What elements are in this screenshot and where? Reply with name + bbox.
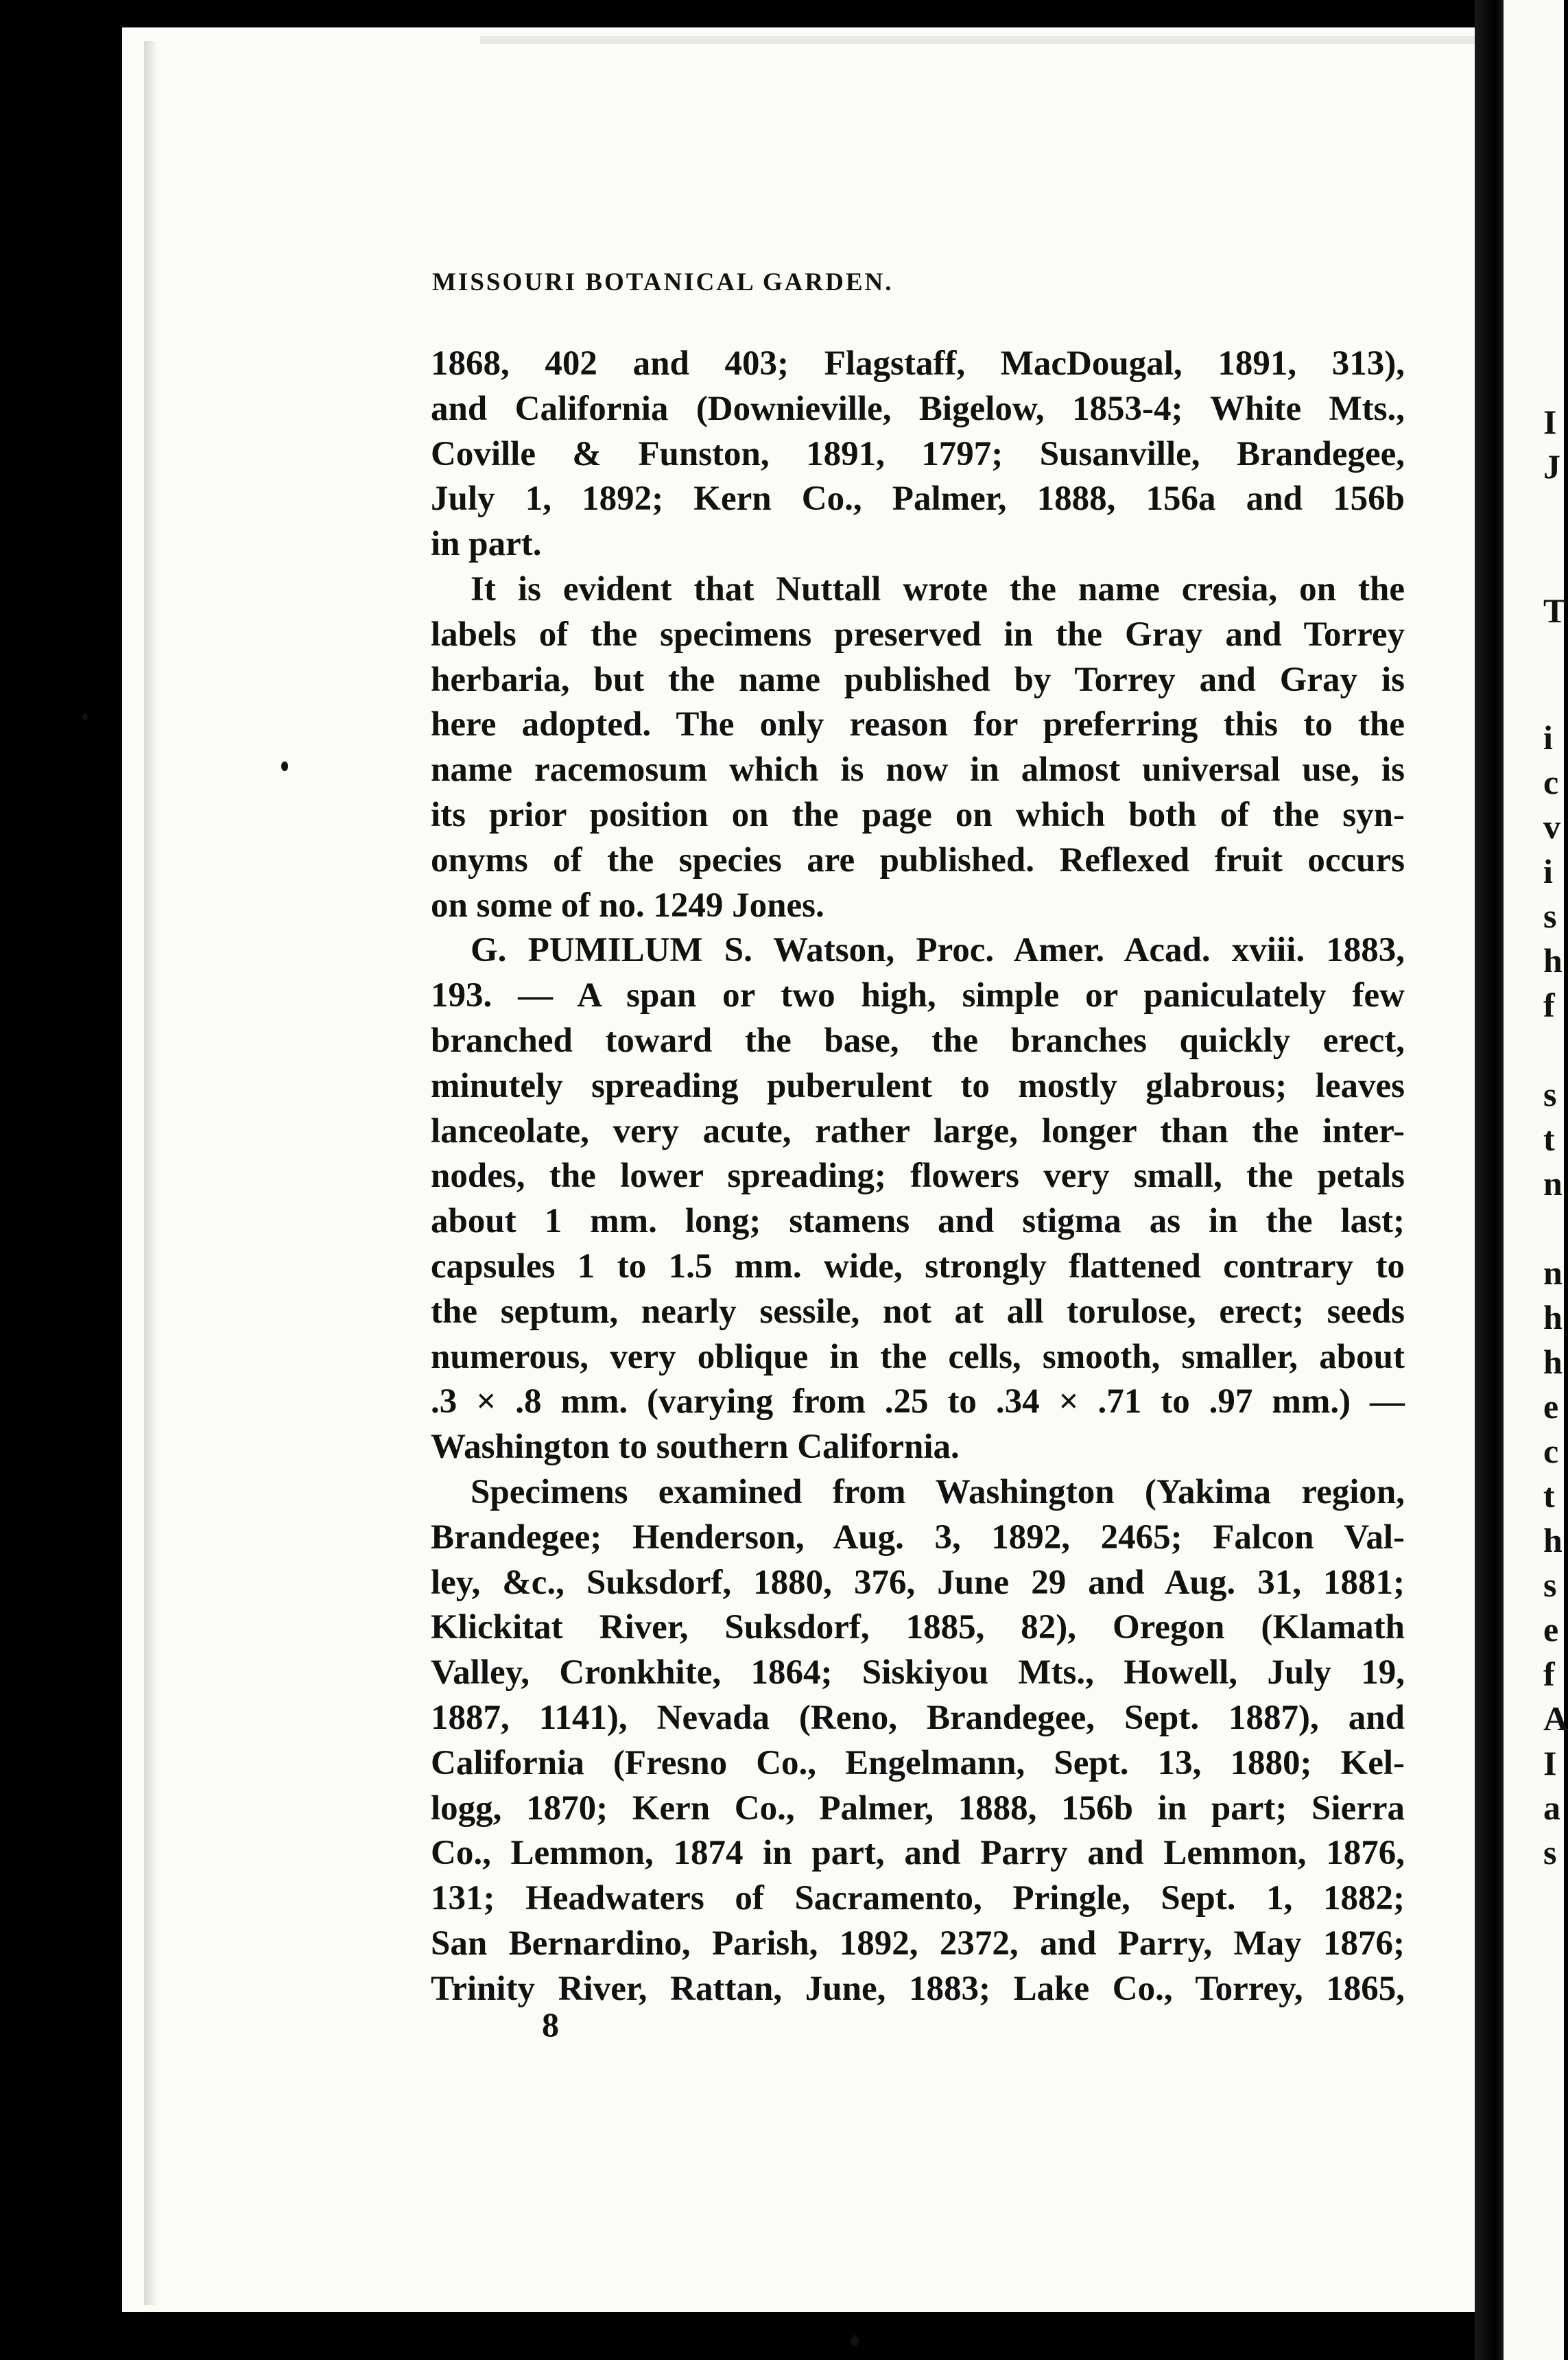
text-line: G. PUMILUM S. Watson, Proc. Amer. Acad. xviii. 1883,	[471, 931, 1405, 970]
facing-page-letter: a	[1543, 1789, 1560, 1827]
facing-page-letter: e	[1543, 1387, 1559, 1426]
running-head: MISSOURI BOTANICAL GARDEN.	[432, 268, 894, 296]
text-line: Brandegee; Henderson, Aug. 3, 1892, 2465; Falcon Val-	[431, 1518, 1405, 1557]
text-line: lanceolate, very acute, rather large, longer than the inter-	[431, 1111, 1405, 1150]
facing-page-letter: s	[1543, 1566, 1557, 1604]
text-line: July 1, 1892; Kern Co., Palmer, 1888, 156a and 156b	[431, 480, 1405, 519]
text-line: name racemosum which is now in almost universal use, is	[431, 751, 1405, 790]
text-line: minutely spreading puberulent to mostly glabrous; leaves	[431, 1066, 1405, 1105]
facing-page-letter: n	[1543, 1164, 1563, 1203]
facing-page-letter: h	[1543, 1521, 1563, 1559]
text-line: 1887, 1141), Nevada (Reno, Brandegee, Sept. 1887), and	[431, 1698, 1405, 1737]
scan-speck	[82, 713, 88, 720]
text-line: 193. — A span or two high, simple or paniculately few	[431, 976, 1405, 1015]
body-text	[431, 342, 1405, 2011]
facing-page-letter: t	[1543, 1120, 1555, 1158]
facing-page-letter: h	[1543, 941, 1563, 980]
text-line: numerous, very oblique in the cells, smooth, smaller, about	[431, 1337, 1405, 1376]
text-line: in part.	[431, 525, 542, 564]
text-line: Trinity River, Rattan, June, 1883; Lake Co., Torrey, 1865,	[431, 1969, 1405, 2008]
text-line: its prior position on the page on which both of the syn-	[431, 795, 1405, 834]
text-line: 131; Headwaters of Sacramento, Pringle, Sept. 1, 1882;	[431, 1879, 1405, 1918]
text-line: California (Fresno Co., Engelmann, Sept. 13, 1880; Kel-	[431, 1743, 1405, 1782]
page-gutter-edge	[144, 41, 156, 2305]
facing-page-letter: f	[1543, 1655, 1555, 1693]
text-line: on some of no. 1249 Jones.	[431, 886, 824, 925]
text-line: Co., Lemmon, 1874 in part, and Parry and Lemmon, 1876,	[431, 1834, 1405, 1873]
facing-page-letter: c	[1543, 1432, 1559, 1470]
scan-speck	[281, 762, 288, 771]
text-line: Coville & Funston, 1891, 1797; Susanville, Brandegee,	[431, 434, 1405, 473]
text-line: onyms of the species are published. Reflexed fruit occurs	[431, 840, 1405, 880]
facing-page-letter: v	[1543, 807, 1560, 846]
facing-page-letter: T	[1543, 591, 1567, 630]
facing-page-letter: i	[1543, 852, 1553, 890]
facing-page-letter: s	[1543, 897, 1557, 935]
text-line: herbaria, but the name published by Torrey and Gray is	[431, 660, 1405, 699]
text-line: 1868, 402 and 403; Flagstaff, MacDougal, 1891, 313),	[431, 344, 1405, 383]
text-line: about 1 mm. long; stamens and stigma as in the last;	[431, 1202, 1405, 1241]
facing-page-letter: e	[1543, 1610, 1559, 1649]
facing-page-letter: n	[1543, 1253, 1563, 1292]
scan-speck	[851, 2335, 859, 2346]
facing-page-letter: s	[1543, 1833, 1557, 1872]
facing-page-letter: h	[1543, 1343, 1563, 1381]
text-line: branched toward the base, the branches quickly erect,	[431, 1021, 1405, 1060]
text-line: San Bernardino, Parish, 1892, 2372, and Parry, May 1876;	[431, 1924, 1405, 1963]
text-line: It is evident that Nuttall wrote the name cresia, on the	[471, 569, 1405, 609]
facing-page-letter: i	[1543, 718, 1553, 757]
facing-page-letter: h	[1543, 1298, 1563, 1336]
text-line: labels of the specimens preserved in the Gray and Torrey	[431, 615, 1405, 654]
text-line: and California (Downieville, Bigelow, 1853-4; White Mts.,	[431, 389, 1405, 428]
facing-page-letter: s	[1543, 1075, 1557, 1113]
text-line: Specimens examined from Washington (Yakima region,	[471, 1472, 1405, 1511]
text-line: ley, &c., Suksdorf, 1880, 376, June 29 and Aug. 31, 1881;	[431, 1563, 1405, 1602]
page-number: 8	[542, 2005, 559, 2044]
facing-page-letter: f	[1543, 986, 1555, 1024]
facing-page-letter: A	[1543, 1699, 1568, 1738]
text-line: here adopted. The only reason for preferring this to the	[431, 705, 1405, 744]
text-line: Valley, Cronkhite, 1864; Siskiyou Mts., Howell, July 19,	[431, 1653, 1405, 1692]
page-top-strip	[480, 36, 1509, 44]
text-line: Washington to southern California.	[431, 1428, 960, 1467]
text-line: nodes, the lower spreading; flowers very small, the petals	[431, 1157, 1405, 1196]
facing-page-letter: I	[1543, 403, 1557, 441]
text-line: capsules 1 to 1.5 mm. wide, strongly flattened contrary to	[431, 1247, 1405, 1286]
text-line: logg, 1870; Kern Co., Palmer, 1888, 156b in part; Sierra	[431, 1789, 1405, 1828]
text-line: the septum, nearly sessile, not at all torulose, erect; seeds	[431, 1292, 1405, 1331]
facing-page-letter: c	[1543, 763, 1559, 801]
facing-page-letter: I	[1543, 1744, 1557, 1782]
facing-page-letter: J	[1543, 447, 1560, 486]
text-line: Klickitat River, Suksdorf, 1885, 82), Oregon (Klamath	[431, 1608, 1405, 1647]
text-line: .3 × .8 mm. (varying from .25 to .34 × .71 to .97 mm.) —	[431, 1382, 1405, 1421]
facing-page-letter: t	[1543, 1476, 1555, 1515]
